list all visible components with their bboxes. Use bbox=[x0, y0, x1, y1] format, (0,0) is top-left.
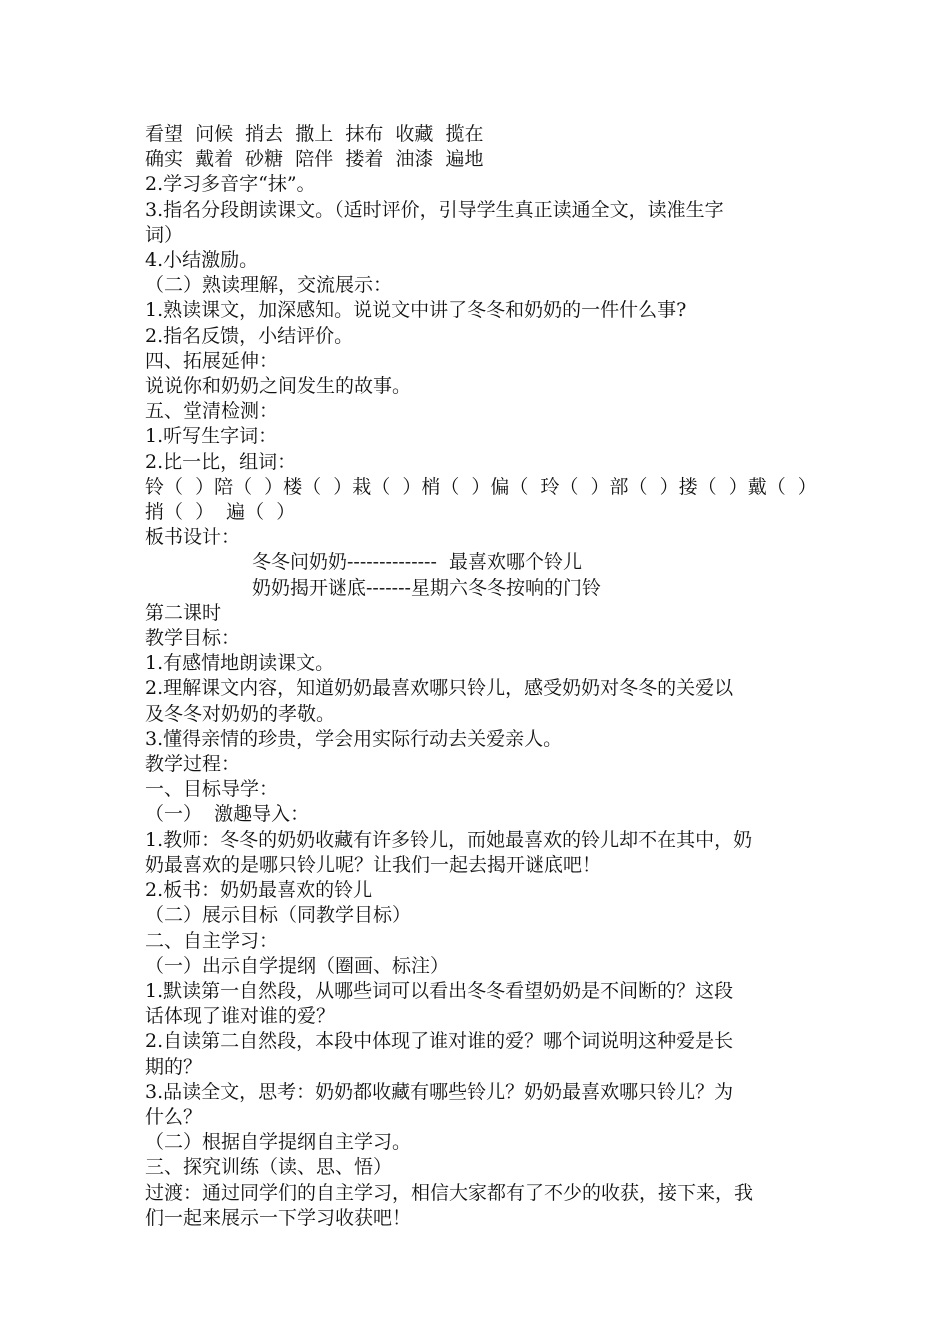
section-heading: 板书设计： bbox=[145, 526, 241, 549]
text-line: 2.比一比，组词： bbox=[145, 450, 297, 473]
text-line: 话体现了谁对谁的爱？ bbox=[145, 1005, 336, 1028]
text-line: 及冬冬对奶奶的孝敬。 bbox=[145, 702, 336, 725]
section-heading: 五、堂清检测： bbox=[145, 400, 279, 423]
vocabulary-row-2: 确实 戴着 砂糖 陪伴 搂着 油漆 遍地 bbox=[145, 148, 484, 171]
section-heading: 一、目标导学： bbox=[145, 778, 279, 801]
text-line: 期的？ bbox=[145, 1055, 203, 1078]
text-line: 2.自读第二自然段，本段中体现了谁对谁的爱？哪个词说明这种爱是长 bbox=[145, 1030, 734, 1053]
text-line: 奶最喜欢的是哪只铃儿呢？让我们一起去揭开谜底吧！ bbox=[145, 853, 602, 876]
text-line: 1.有感情地朗读课文。 bbox=[145, 652, 335, 675]
sub-heading: （一）出示自学提纲（圈画、标注） bbox=[145, 954, 450, 977]
blackboard-line-1: 冬冬问奶奶-------------- 最喜欢哪个铃儿 bbox=[252, 551, 582, 574]
text-line: 1.听写生字词： bbox=[145, 425, 278, 448]
blackboard-line-2: 奶奶揭开谜底-------星期六冬冬按响的门铃 bbox=[252, 576, 601, 599]
text-line: 2.板书：奶奶最喜欢的铃儿 bbox=[145, 879, 373, 902]
section-heading: 三、探究训练（读、思、悟） bbox=[145, 1156, 393, 1179]
word-comparison-row: 捎（ ） 遍（ ） bbox=[145, 501, 296, 524]
section-heading: 教学目标： bbox=[145, 627, 241, 650]
text-line: 2.学习多音字“抹”。 bbox=[145, 173, 316, 196]
sub-heading: （一） 激趣导入： bbox=[145, 803, 310, 826]
text-line: 们一起来展示一下学习收获吧！ bbox=[145, 1206, 412, 1229]
text-line: 1.默读第一自然段，从哪些词可以看出冬冬看望奶奶是不间断的？这段 bbox=[145, 979, 734, 1002]
lesson-plan-text bbox=[145, 122, 817, 1231]
text-line: 2.理解课文内容，知道奶奶最喜欢哪只铃儿，感受奶奶对冬冬的关爱以 bbox=[145, 677, 734, 700]
text-line: 4.小结激励。 bbox=[145, 249, 259, 272]
text-line: 3.品读全文，思考：奶奶都收藏有哪些铃儿？奶奶最喜欢哪只铃儿？为 bbox=[145, 1080, 734, 1103]
text-line: 3.懂得亲情的珍贵，学会用实际行动去关爱亲人。 bbox=[145, 727, 563, 750]
lesson-heading: 第二课时 bbox=[145, 601, 222, 624]
text-line: 什么？ bbox=[145, 1105, 203, 1128]
text-line: 说说你和奶奶之间发生的故事。 bbox=[145, 375, 412, 398]
sub-heading: （二）根据自学提纲自主学习。 bbox=[145, 1131, 412, 1154]
text-line: 词） bbox=[145, 223, 184, 246]
text-line: 过渡：通过同学们的自主学习，相信大家都有了不少的收获，接下来，我 bbox=[145, 1181, 754, 1204]
text-line: 1.教师：冬冬的奶奶收藏有许多铃儿，而她最喜欢的铃儿却不在其中，奶 bbox=[145, 828, 753, 851]
section-heading: 四、拓展延伸： bbox=[145, 349, 279, 372]
section-heading: 教学过程： bbox=[145, 753, 241, 776]
section-heading: 二、自主学习： bbox=[145, 929, 279, 952]
text-line: 2.指名反馈，小结评价。 bbox=[145, 324, 354, 347]
vocabulary-row-1: 看望 问候 捎去 撒上 抹布 收藏 揽在 bbox=[145, 123, 484, 145]
text-line: 1.熟读课文，加深感知。说说文中讲了冬冬和奶奶的一件什么事? bbox=[145, 299, 687, 322]
section-heading: （二）熟读理解，交流展示： bbox=[145, 274, 393, 297]
word-comparison-row: 铃（ ）陪（ ）楼（ ）栽（ ）梢（ ）偏（ 玲（ ）部（ ）搂（ ）戴（ ） bbox=[145, 475, 817, 498]
text-line: 3.指名分段朗读课文。（适时评价，引导学生真正读通全文，读准生字 bbox=[145, 198, 724, 221]
sub-heading: （二）展示目标（同教学目标） bbox=[145, 904, 412, 927]
